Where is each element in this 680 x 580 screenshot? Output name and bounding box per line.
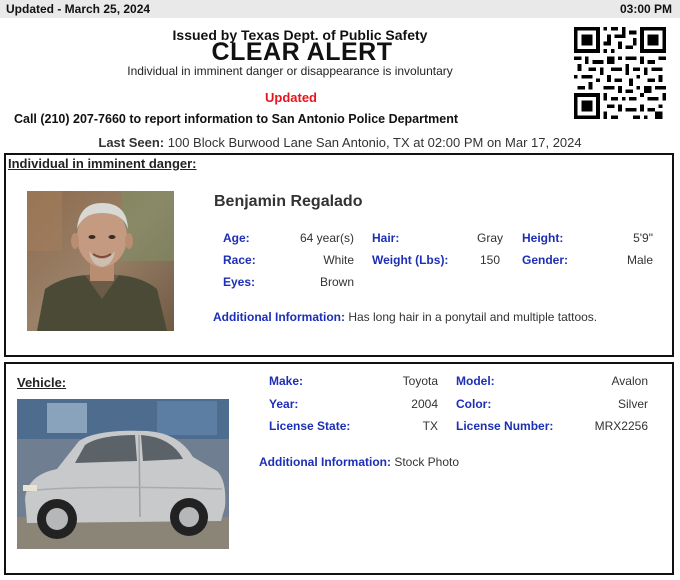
race-value: White [323,253,354,267]
gender-value: Male [626,253,653,267]
vehicle-additional-info [259,455,459,469]
vehicle-additional-label: Additional Information: [259,455,391,469]
individual-section-title: Individual in imminent danger: [8,156,197,171]
race-label: Race: [223,253,256,267]
make-label: Make: [269,374,304,388]
individual-section [4,153,674,357]
make-value: Toyota [402,374,438,388]
weight-label: Weight (Lbs): [372,253,449,267]
license-number-value: MRX2256 [594,419,648,433]
hair-label: Hair: [372,231,400,245]
qr-code-icon[interactable] [573,27,667,119]
model-value: Avalon [611,374,648,388]
eyes-value: Brown [319,275,354,289]
color-value: Silver [617,397,648,411]
age-label: Age: [223,231,250,245]
age-value: 64 year(s) [299,231,354,245]
license-state-value: TX [422,419,438,433]
issued-by: Issued by Texas Dept. of Public Safety [172,27,428,43]
weight-value: 150 [479,253,500,267]
license-number-label: License Number: [456,419,554,433]
top-bar [0,0,680,18]
vehicle-additional-value: Stock Photo [394,455,460,469]
last-seen-value: 100 Block Burwood Lane San Antonio, TX at 02:00 PM on Mar 17, 2024 [167,135,582,150]
individual-additional-info [213,310,597,324]
model-label: Model: [456,374,495,388]
year-value: 2004 [411,397,438,411]
eyes-label: Eyes: [223,275,256,289]
last-seen-label: Last Seen: [98,135,165,150]
call-to-report: Call (210) 207-7660 to report information to San Antonio Police Department [13,112,459,126]
updated-time: 03:00 PM [619,2,672,16]
person-name: Benjamin Regalado [214,193,363,210]
individual-additional-label: Additional Information: [213,310,345,324]
height-label: Height: [522,231,564,245]
height-value: 5'9" [633,231,653,245]
license-state-label: License State: [269,419,351,433]
alert-title: CLEAR ALERT [211,38,393,66]
vehicle-photo [17,399,229,549]
status-label: Updated [265,90,317,105]
vehicle-section-title: Vehicle: [17,375,67,390]
hair-value: Gray [476,231,503,245]
person-photo [27,191,174,331]
alert-subtitle: Individual in imminent danger or disappearance is involuntary [127,64,453,78]
last-seen [0,135,680,150]
gender-label: Gender: [522,253,569,267]
updated-date: Updated - March 25, 2024 [6,2,151,16]
color-label: Color: [456,397,492,411]
individual-additional-value: Has long hair in a ponytail and multiple tattoos. [348,310,598,324]
year-label: Year: [269,397,299,411]
vehicle-section [4,362,674,575]
